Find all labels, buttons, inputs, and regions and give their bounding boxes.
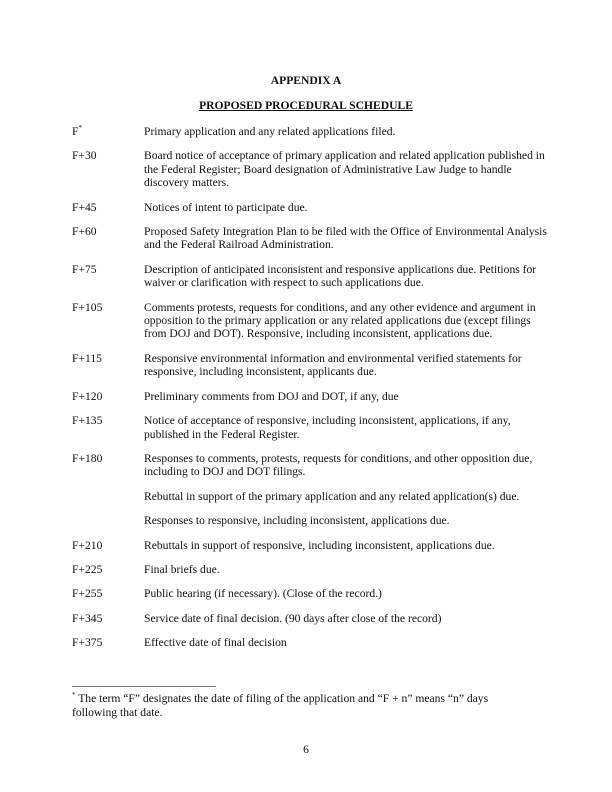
schedule-day (72, 514, 144, 527)
schedule-day: F+60 (72, 225, 97, 239)
schedule-text: Preliminary comments from DOJ and DOT, if any, due (144, 389, 399, 403)
schedule-text: Service date of final decision. (90 days after close of the record) (144, 611, 442, 625)
schedule-row (72, 225, 552, 252)
appendix-title: APPENDIX A (270, 74, 342, 87)
schedule-text: Responsive environmental information and environmental verified statements for responsive, including inconsistent, applicants due. (144, 351, 522, 379)
schedule-row (72, 352, 552, 379)
schedule-day: F+120 (72, 389, 103, 403)
schedule-title: PROPOSED PROCEDURAL SCHEDULE (199, 99, 413, 112)
schedule-text: Responses to responsive, including inconsistent, applications due. (144, 514, 450, 528)
schedule-text: Description of anticipated inconsistent and responsive applications due. Petitions for waiver or clarification with respect to such applications due. (144, 262, 537, 290)
footnote-divider (72, 686, 216, 687)
footnote (72, 692, 512, 720)
schedule-text: Proposed Safety Integration Plan to be filed with the Office of Environmental Analysis and the Federal Railroad Administration. (144, 225, 547, 252)
schedule-row (72, 390, 552, 403)
schedule-row (72, 201, 552, 214)
schedule-row (72, 587, 552, 600)
schedule-day: F+345 (72, 611, 103, 625)
schedule-day: F+105 (72, 300, 103, 314)
schedule-text: Notices of intent to participate due. (144, 200, 308, 214)
schedule-text: Primary application and any related applications filed. (144, 125, 396, 138)
schedule-row (72, 490, 552, 503)
footnote-marker: * (72, 691, 76, 699)
schedule-day: F+75 (72, 262, 97, 276)
schedule-text: Effective date of final decision (144, 636, 287, 650)
schedule-day: F+45 (72, 200, 97, 214)
schedule-text: Comments protests, requests for conditions, and any other evidence and argument in opposition to the primary application or any related applications due (except filings from DOJ and DOT). Responsive, including inconsistent, applications due. (144, 300, 536, 341)
schedule-day: F+30 (72, 149, 97, 163)
schedule-day: F* (72, 124, 82, 138)
schedule-list (72, 125, 552, 661)
schedule-day: F+255 (72, 587, 103, 601)
schedule-row (72, 301, 552, 341)
schedule-row (72, 452, 552, 479)
schedule-text: Rebuttal in support of the primary application and any related application(s) due. (144, 489, 520, 503)
schedule-text: Responses to comments, protests, requests for conditions, and other opposition due, including to DOJ and DOT filings. (144, 451, 533, 479)
schedule-day: F+180 (72, 451, 103, 465)
schedule-row (72, 149, 552, 189)
schedule-day: F+115 (72, 351, 102, 365)
schedule-day: F+375 (72, 636, 103, 650)
schedule-text: Final briefs due. (144, 562, 220, 576)
schedule-row (72, 636, 552, 649)
page-number: 6 (303, 743, 309, 756)
schedule-day: F+135 (72, 414, 103, 428)
schedule-row (72, 263, 552, 290)
schedule-day: F+210 (72, 538, 103, 552)
schedule-day: F+225 (72, 562, 103, 576)
schedule-text: Public hearing (if necessary). (Close of the record.) (144, 587, 382, 601)
schedule-text: Rebuttals in support of responsive, including inconsistent, applications due. (144, 538, 495, 552)
schedule-row (72, 414, 552, 441)
schedule-day (72, 490, 144, 503)
footnote-ref: * (78, 124, 82, 132)
schedule-row (72, 539, 552, 552)
footnote-text: The term “F” designates the date of filing of the application and “F + n” means “n” days following that date. (72, 692, 489, 719)
schedule-row (72, 563, 552, 576)
schedule-text: Board notice of acceptance of primary application and related application published in the Federal Register; Board designation of Administrative Law Judge to handle discovery matters. (144, 149, 545, 190)
schedule-text: Notice of acceptance of responsive, including inconsistent, applications, if any, published in the Federal Register. (144, 414, 511, 441)
schedule-row (72, 514, 552, 527)
schedule-row (72, 125, 552, 138)
schedule-row (72, 612, 552, 625)
